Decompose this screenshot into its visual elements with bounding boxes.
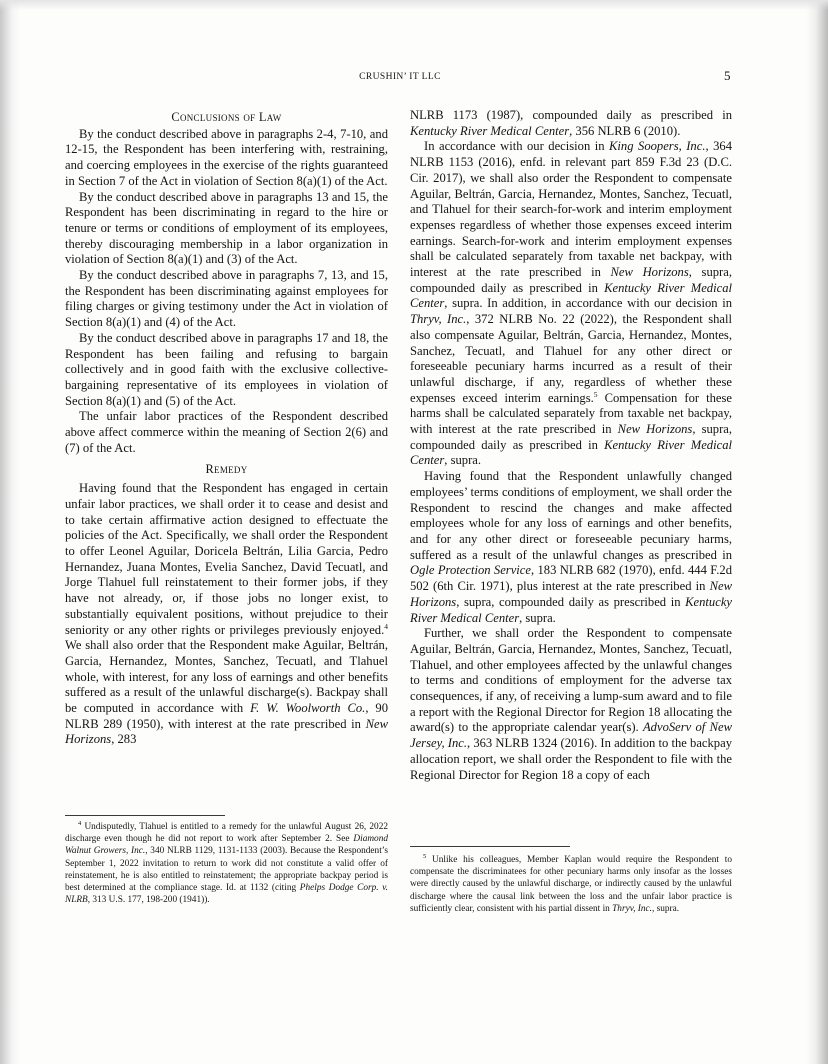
heading-remedy: Remedy [205,462,248,477]
text-run: , 183 NLRB 682 (1970), enfd. 444 F.2d 502 (6th Cir. 1971), plus interest at the rate prescribed in [410,563,732,594]
footnote-4 [65,821,388,906]
text-run: , supra. In addition, in accordance with our decision in [444,296,732,311]
remedy-paragraph-1 [65,481,388,748]
text-run: We shall also order that the Respondent make Aguilar, Beltrán, Garcia, Hernandez, Montes, Sanchez, Tecuatl, and Tlahuel whole, with interest, for any loss of earnings and other benefits suffered as a result of the unlawful discharge(s). Backpay shall be computed in accordance with [65,638,388,716]
footnote-ref-4[interactable]: 4 [384,621,388,631]
text-run: , 372 NLRB No. 22 (2022), the Respondent shall also compensate Aguilar, Beltrán, Garcia, Hernandez, Montes, Sanchez, Tecuatl, and Tlahuel for any other direct or foreseeable pecuniary harms incurred as a result of their unlawful discharge, if any, regardless of whether these expenses exceed interim earnings. [410,312,732,405]
text-run: , 363 NLRB 1324 (2016). In addition to the backpay allocation report, we shall order the Respondent to file with the Regional Director for Region 18 a copy of each [410,736,732,782]
text-run: , 313 U.S. 177, 198-200 (1941)). [87,895,210,906]
case-citation: New Horizons [610,265,689,280]
page-left-shadow [0,0,20,1064]
footnote-5 [410,854,732,915]
text-run: , supra, compounded daily as prescribed in [410,265,732,295]
running-title: CRUSHIN’ IT LLC [359,72,441,82]
page-right-shadow [806,0,828,1064]
text-run: NLRB 1173 (1987), compounded daily as prescribed in [410,108,732,122]
page-top-shadow [0,0,828,10]
text-run: , 356 NLRB 6 (2010). [569,123,681,138]
case-citation: New Horizons [65,716,388,747]
text-run: , 340 NLRB 1129, 1131-1133 (2003). Because the Respondent’s September 1, 2022 invitation to return to work did not constitute a valid offer of reinstatement, he is also entitled to reinstatement; the appropriate backpay period is best determined at the compliance stage. Id. at 1132 (citing [65,846,388,894]
text-run: supra, compounded daily as prescribed in [410,422,733,452]
remedy-paragraph-1-continued [410,108,732,139]
text-run: Unlike his colleagues, Member Kaplan would require the Respondent to compensate the discriminatees for other pecuniary harms only insofar as the losses were directly caused by the unlawful discharge, or indirectly caused by the unlawful discharge where the causal link between the loss and the unfair labor practice is sufficiently clear, consistent with his partial dissent in [410,855,732,914]
conclusion-paragraph-2: By the conduct described above in paragraphs 13 and 15, the Respondent has been discriminating in regard to the hire or tenure or terms or conditions of employment of its employees, thereby discouraging membership in a labor organization in violation of Section 8(a)(1) and (3) of the Act. [65,189,388,267]
conclusion-paragraph-3: By the conduct described above in paragraphs 7, 13, and 15, the Respondent has been discriminating against employees for filing charges or giving testimony under the Act in violation of Section 8(a)(1) and (4) of the Act. [65,268,388,330]
page-number: 5 [724,68,731,83]
text-run: Undisputedly, Tlahuel is entitled to a remedy for the unlawful August 26, 2022 discharge even though he did not report to work after September 2. See [65,822,388,845]
text-run: In accordance with our decision in [424,139,610,154]
text-run: , supra, compounded daily as prescribed in [456,594,686,609]
case-citation: F. W. Woolworth Co. [250,701,366,716]
text-run: Having found that the Respondent has engaged in certain unfair labor practices, we shall order it to cease and desist and to take certain affirmative action designed to effectuate the policies of the Act. Specifically, we shall order the Respondent to offer Leonel Aguilar, Doricela Beltrán, Lilia Garcia, Pedro Hernandez, Juana Montes, Evelia Sanchez, David Tecuatl, and Jorge Tlahuel full reinstatement to their former jobs, if they have not already, or, if those jobs no longer exist, to substantially equivalent positions, without prejudice to their seniority or any other rights or privileges previously enjoyed. [65,481,388,637]
case-citation: Ogle Protection Service [410,563,531,578]
text-run: , supra. [519,610,556,625]
case-citation: Kentucky River Medical Center [410,437,732,468]
text-run: Having found that the Respondent unlawfully changed employees’ terms conditions of employment, we shall order the Respondent to rescind the changes and make affected employees whole for any loss of earnings and other benefits, and for any other direct or foreseeable pecuniary harms, suffered as a result of the unlawful changes as prescribed in [410,469,732,562]
case-citation: Thryv, Inc. [410,312,467,327]
case-citation: Diamond Walnut Growers, Inc. [65,834,388,857]
text-run: , 90 NLRB 289 (1950), with interest at the rate prescribed in [65,701,389,731]
text-run: , 364 NLRB 1153 (2016), enfd. in relevant part 859 F.3d 23 (D.C. Cir. 2017), we shall also order the Respondent to compensate Aguilar, Beltrán, Garcia, Hernandez, Montes, Sanchez, Tecuatl, and Tlahuel for their search-for-work and interim employment expenses regardless of whether those expenses exceed interim earnings. Search-for-work and interim employment expenses shall be calculated separately from taxable net backpay, with interest at the rate prescribed in [410,139,733,280]
case-citation: Thryv, Inc. [612,903,652,914]
remedy-paragraph-2 [410,139,732,469]
case-citation: New Horizons [410,579,732,609]
case-citation: AdvoServ of New Jersey, Inc. [410,720,732,751]
conclusion-paragraph-1: By the conduct described above in paragraphs 2-4, 7-10, and 12-15, the Respondent has been interfering with, restraining, and coercing employees in the exercise of the rights guaranteed in Section 7 of the Act in violation of Section 8(a)(1) of the Act. [65,126,388,188]
text-run: , supra. [444,453,482,468]
case-citation: Kentucky River Medical Center [410,594,732,625]
remedy-paragraph-4 [410,626,732,783]
running-header [0,68,828,86]
text-run: , 283 [111,732,137,747]
text-run: Compensation for these harms shall be calculated separately from taxable net backpay, with interest at the rate prescribed in [410,390,732,437]
conclusion-paragraph-4: By the conduct described above in paragraphs 17 and 18, the Respondent has been failing and refusing to bargain collectively and in good faith with the exclusive collective-bargaining representative of its employees in violation of Section 8(a)(1) and (5) of the Act. [65,330,388,408]
case-citation: King Soopers, Inc. [609,139,706,154]
text-run: , supra. [651,903,680,914]
footnote-number: 4 [78,819,82,827]
case-citation: Kentucky River Medical Center [410,280,732,311]
text-run: Further, we shall order the Respondent to compensate Aguilar, Beltrán, Garcia, Hernandez, Montes, Sanchez, Tecuatl, Tlahuel, and other employees affected by the unlawful changes to terms and conditions of employment for the adverse tax consequences, if any, of receiving a lump-sum award and to file a report with the Regional Director for Region 18 allocating the award(s) to the appropriate calendar year(s). [410,626,732,735]
footnote-ref-5[interactable]: 5 [593,389,598,399]
footnote-divider-left [65,815,225,816]
footnote-divider-right [410,846,570,847]
footnote-number: 5 [423,852,427,860]
case-citation: Kentucky River Medical Center [410,123,570,138]
heading-conclusions-of-law: Conclusions of Law [171,110,282,124]
case-citation: New Horizons, [617,422,696,437]
remedy-paragraph-3 [410,469,732,626]
right-column [410,108,732,783]
conclusion-paragraph-5: The unfair labor practices of the Respondent described above affect commerce within the meaning of Section 2(6) and (7) of the Act. [65,409,388,455]
case-citation: Phelps Dodge Corp. v. NLRB [65,883,388,906]
left-column [65,110,388,748]
